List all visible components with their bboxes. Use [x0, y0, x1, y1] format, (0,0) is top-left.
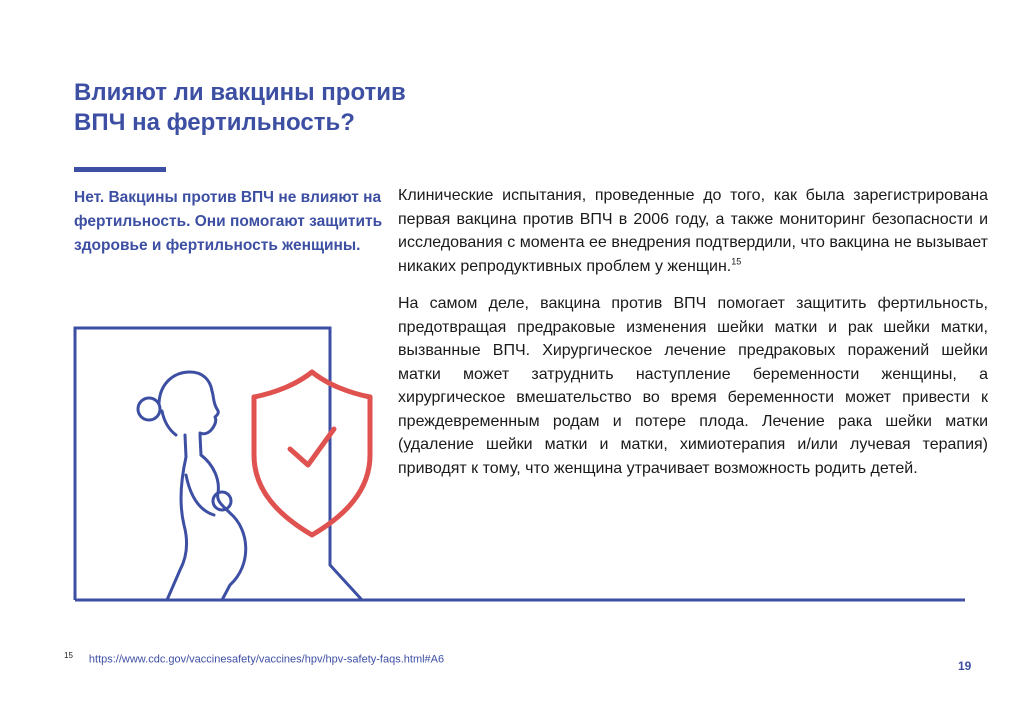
lead-answer: Нет. Вакцины против ВПЧ не влияют на фертильность. Они помогают защитить здоровье и фертильность женщины.	[74, 189, 383, 254]
footnote	[64, 651, 444, 666]
shield-check-icon	[254, 372, 370, 535]
pregnant-woman-illustration	[138, 372, 246, 600]
footnote-reference[interactable]: 15	[731, 256, 742, 267]
page-title	[74, 78, 494, 138]
footnote-link[interactable]: https://www.cdc.gov/vaccinesafety/vaccines/hpv/hpv-safety-faqs.html#A6	[88, 653, 445, 666]
paragraph-2: На самом деле, вакцина против ВПЧ помогает защитить фертильность, предотвращая предраковые изменения шейки матки и рак шейки матки, вызванные ВПЧ. Хирургическое лечение предраковых поражений шейки матки может затруднить наступление беременности женщины, а хирургическое вмешательство во время беременности может привести к преждевременным родам и потере плода. Лечение рака шейки матки (удаление шейки матки и матки, химиотерапия и/или лучевая терапия) приводят к тому, что женщина утрачивает возможность родить детей.	[398, 295, 988, 477]
footnote-number: 15	[64, 651, 73, 660]
title-line-2: ВПЧ на фертильность?	[74, 109, 355, 136]
paragraph-1-text: Клинические испытания, проведенные до того, как была зарегистрирована первая вакцина против ВПЧ в 2006 году, а также мониторинг безопасности и исследования с момента ее внедрения подтвердили, что вакцина не вызывает никаких репродуктивных проблем у женщин.	[398, 187, 988, 275]
title-line-1: Влияют ли вакцины против	[74, 79, 406, 106]
title-underline	[74, 167, 166, 172]
paragraph-1	[398, 184, 988, 278]
page-number: 19	[958, 659, 972, 673]
illustration	[72, 325, 972, 605]
